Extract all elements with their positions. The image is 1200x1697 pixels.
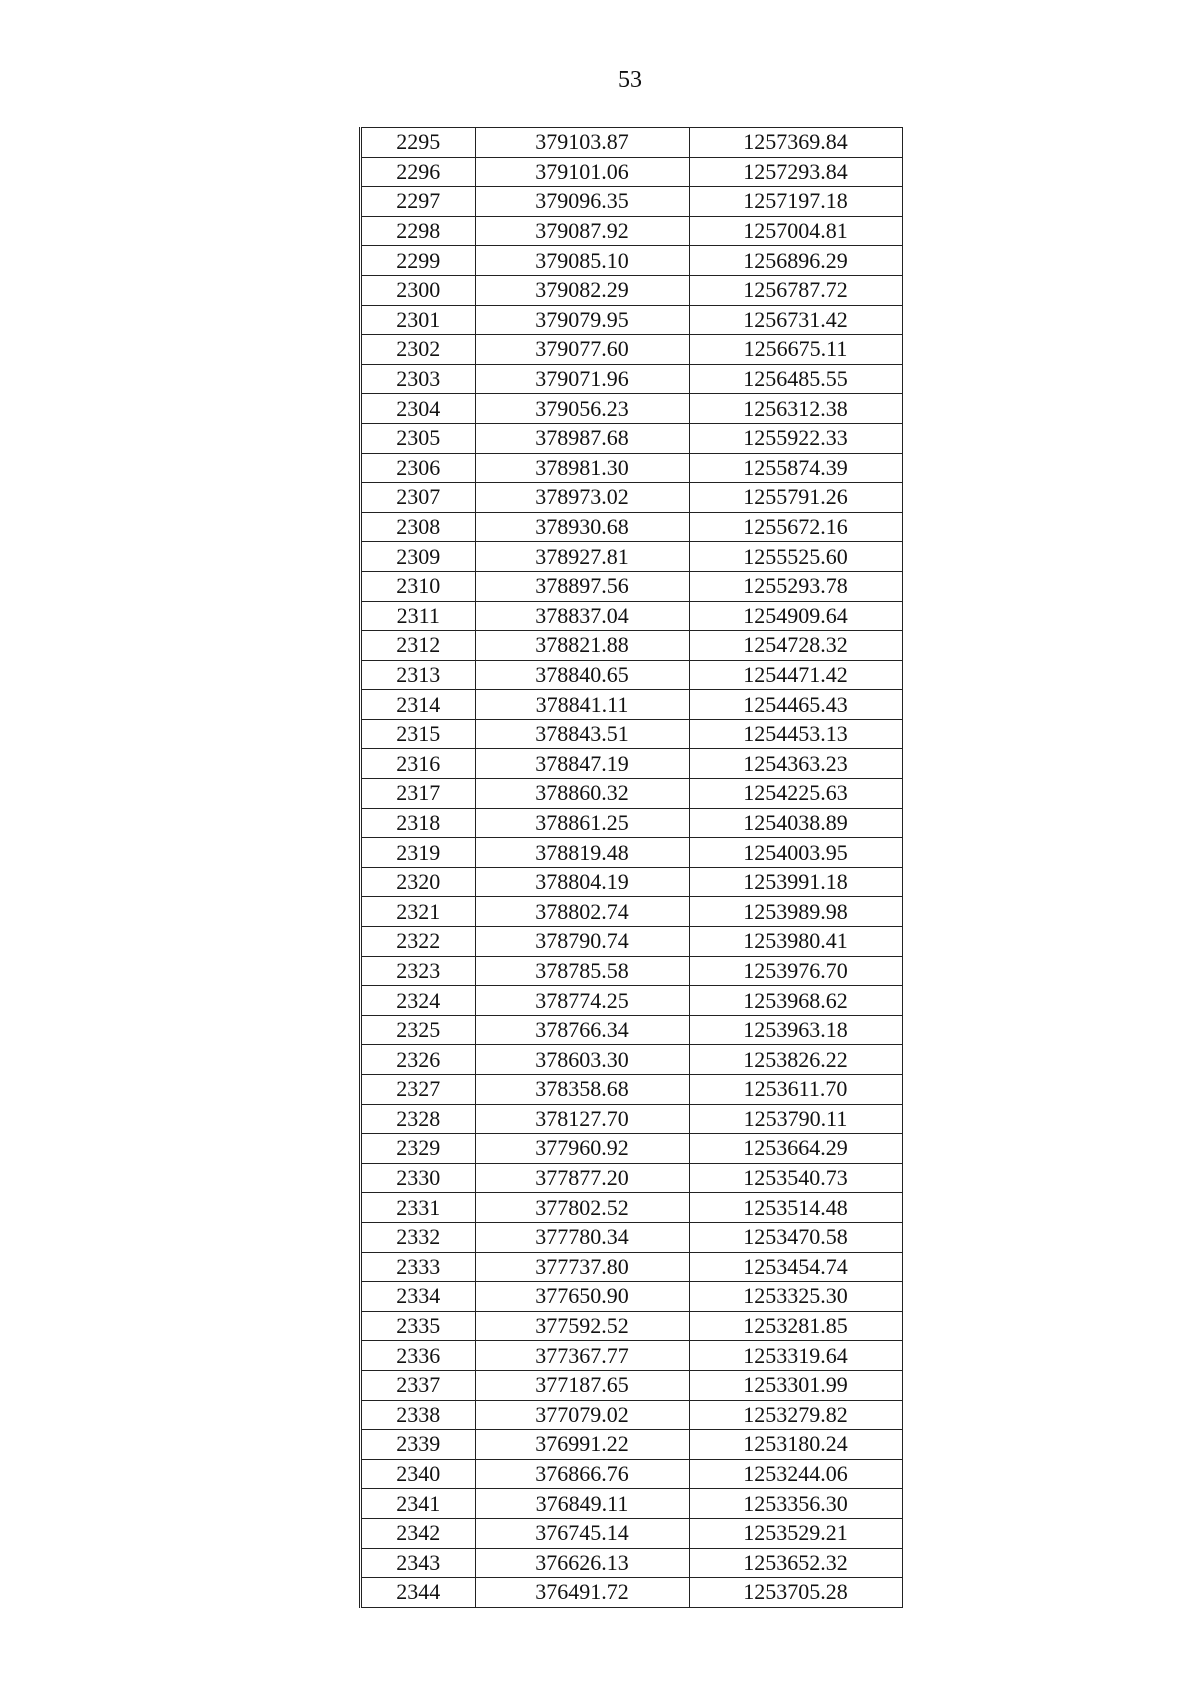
table-row	[362, 364, 902, 394]
point-number-cell: 2309	[362, 542, 475, 572]
table-row	[362, 1075, 902, 1105]
y-coordinate-cell: 1256787.72	[689, 275, 902, 305]
y-coordinate-cell: 1257293.84	[689, 157, 902, 187]
point-number-cell: 2329	[362, 1134, 475, 1164]
page-number: 53	[618, 67, 642, 93]
table-row	[362, 483, 902, 513]
y-coordinate-cell: 1253356.30	[689, 1489, 902, 1519]
x-coordinate-cell: 378821.88	[475, 631, 689, 661]
y-coordinate-cell: 1253514.48	[689, 1193, 902, 1223]
point-number-cell: 2323	[362, 956, 475, 986]
x-coordinate-cell: 378766.34	[475, 1015, 689, 1045]
y-coordinate-cell: 1254471.42	[689, 660, 902, 690]
x-coordinate-cell: 378987.68	[475, 423, 689, 453]
table-row	[362, 1015, 902, 1045]
table-row	[362, 512, 902, 542]
point-number-cell: 2295	[362, 128, 475, 158]
table-row	[362, 927, 902, 957]
table-row	[362, 335, 902, 365]
y-coordinate-cell: 1253664.29	[689, 1134, 902, 1164]
point-number-cell: 2321	[362, 897, 475, 927]
x-coordinate-cell: 378860.32	[475, 779, 689, 809]
x-coordinate-cell: 379082.29	[475, 275, 689, 305]
point-number-cell: 2339	[362, 1430, 475, 1460]
point-number-cell: 2307	[362, 483, 475, 513]
x-coordinate-cell: 377650.90	[475, 1282, 689, 1312]
x-coordinate-cell: 379101.06	[475, 157, 689, 187]
point-number-cell: 2313	[362, 660, 475, 690]
point-number-cell: 2311	[362, 601, 475, 631]
point-number-cell: 2305	[362, 423, 475, 453]
table-row	[362, 216, 902, 246]
point-number-cell: 2327	[362, 1075, 475, 1105]
y-coordinate-cell: 1255922.33	[689, 423, 902, 453]
point-number-cell: 2342	[362, 1518, 475, 1548]
table-row	[362, 1578, 902, 1608]
x-coordinate-cell: 379103.87	[475, 128, 689, 158]
x-coordinate-cell: 376491.72	[475, 1578, 689, 1608]
point-number-cell: 2320	[362, 867, 475, 897]
x-coordinate-cell: 376866.76	[475, 1459, 689, 1489]
table-row	[362, 1370, 902, 1400]
point-number-cell: 2328	[362, 1104, 475, 1134]
point-number-cell: 2334	[362, 1282, 475, 1312]
x-coordinate-cell: 377187.65	[475, 1370, 689, 1400]
x-coordinate-cell: 378837.04	[475, 601, 689, 631]
y-coordinate-cell: 1253279.82	[689, 1400, 902, 1430]
y-coordinate-cell: 1253325.30	[689, 1282, 902, 1312]
coordinates-table	[362, 127, 903, 1608]
table-row	[362, 601, 902, 631]
y-coordinate-cell: 1254909.64	[689, 601, 902, 631]
x-coordinate-cell: 376991.22	[475, 1430, 689, 1460]
x-coordinate-cell: 379085.10	[475, 246, 689, 276]
x-coordinate-cell: 378358.68	[475, 1075, 689, 1105]
table-row	[362, 719, 902, 749]
point-number-cell: 2298	[362, 216, 475, 246]
table-row	[362, 1548, 902, 1578]
y-coordinate-cell: 1255672.16	[689, 512, 902, 542]
point-number-cell: 2299	[362, 246, 475, 276]
y-coordinate-cell: 1256675.11	[689, 335, 902, 365]
y-coordinate-cell: 1253180.24	[689, 1430, 902, 1460]
y-coordinate-cell: 1253281.85	[689, 1311, 902, 1341]
point-number-cell: 2331	[362, 1193, 475, 1223]
y-coordinate-cell: 1254363.23	[689, 749, 902, 779]
table-row	[362, 1518, 902, 1548]
y-coordinate-cell: 1255293.78	[689, 571, 902, 601]
x-coordinate-cell: 378603.30	[475, 1045, 689, 1075]
x-coordinate-cell: 379087.92	[475, 216, 689, 246]
point-number-cell: 2337	[362, 1370, 475, 1400]
table-row	[362, 1489, 902, 1519]
point-number-cell: 2343	[362, 1548, 475, 1578]
x-coordinate-cell: 379071.96	[475, 364, 689, 394]
table-row	[362, 690, 902, 720]
point-number-cell: 2300	[362, 275, 475, 305]
y-coordinate-cell: 1253319.64	[689, 1341, 902, 1371]
table-row	[362, 1163, 902, 1193]
x-coordinate-cell: 377802.52	[475, 1193, 689, 1223]
x-coordinate-cell: 379056.23	[475, 394, 689, 424]
y-coordinate-cell: 1256485.55	[689, 364, 902, 394]
x-coordinate-cell: 379096.35	[475, 187, 689, 217]
point-number-cell: 2317	[362, 779, 475, 809]
y-coordinate-cell: 1253826.22	[689, 1045, 902, 1075]
y-coordinate-cell: 1254453.13	[689, 719, 902, 749]
table-row	[362, 1282, 902, 1312]
table-row	[362, 749, 902, 779]
x-coordinate-cell: 377960.92	[475, 1134, 689, 1164]
y-coordinate-cell: 1254465.43	[689, 690, 902, 720]
point-number-cell: 2324	[362, 986, 475, 1016]
table-row	[362, 187, 902, 217]
point-number-cell: 2315	[362, 719, 475, 749]
point-number-cell: 2314	[362, 690, 475, 720]
table-row	[362, 1104, 902, 1134]
x-coordinate-cell: 379079.95	[475, 305, 689, 335]
point-number-cell: 2308	[362, 512, 475, 542]
y-coordinate-cell: 1253989.98	[689, 897, 902, 927]
x-coordinate-cell: 376849.11	[475, 1489, 689, 1519]
table-row	[362, 1400, 902, 1430]
point-number-cell: 2316	[362, 749, 475, 779]
point-number-cell: 2319	[362, 838, 475, 868]
x-coordinate-cell: 378927.81	[475, 542, 689, 572]
x-coordinate-cell: 378841.11	[475, 690, 689, 720]
table-row	[362, 986, 902, 1016]
y-coordinate-cell: 1257197.18	[689, 187, 902, 217]
table-row	[362, 246, 902, 276]
y-coordinate-cell: 1253980.41	[689, 927, 902, 957]
table-row	[362, 1193, 902, 1223]
point-number-cell: 2297	[362, 187, 475, 217]
x-coordinate-cell: 378847.19	[475, 749, 689, 779]
x-coordinate-cell: 378973.02	[475, 483, 689, 513]
x-coordinate-cell: 376745.14	[475, 1518, 689, 1548]
x-coordinate-cell: 378897.56	[475, 571, 689, 601]
y-coordinate-cell: 1253963.18	[689, 1015, 902, 1045]
x-coordinate-cell: 378819.48	[475, 838, 689, 868]
table-row	[362, 1222, 902, 1252]
point-number-cell: 2335	[362, 1311, 475, 1341]
y-coordinate-cell: 1253611.70	[689, 1075, 902, 1105]
table-row	[362, 1311, 902, 1341]
y-coordinate-cell: 1253991.18	[689, 867, 902, 897]
table-row	[362, 423, 902, 453]
y-coordinate-cell: 1253705.28	[689, 1578, 902, 1608]
point-number-cell: 2301	[362, 305, 475, 335]
x-coordinate-cell: 379077.60	[475, 335, 689, 365]
table-row	[362, 1045, 902, 1075]
point-number-cell: 2296	[362, 157, 475, 187]
point-number-cell: 2330	[362, 1163, 475, 1193]
table-row	[362, 275, 902, 305]
y-coordinate-cell: 1253540.73	[689, 1163, 902, 1193]
x-coordinate-cell: 377367.77	[475, 1341, 689, 1371]
coordinates-table-wrapper	[359, 127, 905, 1608]
x-coordinate-cell: 377592.52	[475, 1311, 689, 1341]
y-coordinate-cell: 1253301.99	[689, 1370, 902, 1400]
y-coordinate-cell: 1256731.42	[689, 305, 902, 335]
x-coordinate-cell: 377780.34	[475, 1222, 689, 1252]
x-coordinate-cell: 378981.30	[475, 453, 689, 483]
point-number-cell: 2344	[362, 1578, 475, 1608]
y-coordinate-cell: 1253454.74	[689, 1252, 902, 1282]
x-coordinate-cell: 377877.20	[475, 1163, 689, 1193]
x-coordinate-cell: 378774.25	[475, 986, 689, 1016]
point-number-cell: 2325	[362, 1015, 475, 1045]
y-coordinate-cell: 1257004.81	[689, 216, 902, 246]
table-row	[362, 779, 902, 809]
y-coordinate-cell: 1256896.29	[689, 246, 902, 276]
table-row	[362, 631, 902, 661]
point-number-cell: 2306	[362, 453, 475, 483]
y-coordinate-cell: 1253529.21	[689, 1518, 902, 1548]
table-row	[362, 1459, 902, 1489]
table-row	[362, 128, 902, 158]
table-row	[362, 867, 902, 897]
point-number-cell: 2312	[362, 631, 475, 661]
point-number-cell: 2322	[362, 927, 475, 957]
y-coordinate-cell: 1253790.11	[689, 1104, 902, 1134]
x-coordinate-cell: 378127.70	[475, 1104, 689, 1134]
x-coordinate-cell: 378804.19	[475, 867, 689, 897]
point-number-cell: 2302	[362, 335, 475, 365]
y-coordinate-cell: 1255874.39	[689, 453, 902, 483]
point-number-cell: 2326	[362, 1045, 475, 1075]
y-coordinate-cell: 1257369.84	[689, 128, 902, 158]
y-coordinate-cell: 1253652.32	[689, 1548, 902, 1578]
point-number-cell: 2341	[362, 1489, 475, 1519]
point-number-cell: 2336	[362, 1341, 475, 1371]
point-number-cell: 2310	[362, 571, 475, 601]
y-coordinate-cell: 1253470.58	[689, 1222, 902, 1252]
x-coordinate-cell: 378930.68	[475, 512, 689, 542]
point-number-cell: 2333	[362, 1252, 475, 1282]
table-row	[362, 157, 902, 187]
point-number-cell: 2338	[362, 1400, 475, 1430]
table-row	[362, 1252, 902, 1282]
x-coordinate-cell: 378861.25	[475, 808, 689, 838]
x-coordinate-cell: 378785.58	[475, 956, 689, 986]
point-number-cell: 2303	[362, 364, 475, 394]
table-row	[362, 897, 902, 927]
point-number-cell: 2332	[362, 1222, 475, 1252]
x-coordinate-cell: 377737.80	[475, 1252, 689, 1282]
table-row	[362, 394, 902, 424]
table-row	[362, 571, 902, 601]
y-coordinate-cell: 1253244.06	[689, 1459, 902, 1489]
y-coordinate-cell: 1255791.26	[689, 483, 902, 513]
table-row	[362, 956, 902, 986]
y-coordinate-cell: 1253976.70	[689, 956, 902, 986]
x-coordinate-cell: 377079.02	[475, 1400, 689, 1430]
table-row	[362, 542, 902, 572]
point-number-cell: 2340	[362, 1459, 475, 1489]
table-row	[362, 305, 902, 335]
x-coordinate-cell: 378802.74	[475, 897, 689, 927]
table-row	[362, 1134, 902, 1164]
point-number-cell: 2318	[362, 808, 475, 838]
coordinates-table-body	[362, 128, 902, 1608]
table-row	[362, 453, 902, 483]
x-coordinate-cell: 378790.74	[475, 927, 689, 957]
table-row	[362, 808, 902, 838]
table-row	[362, 1430, 902, 1460]
x-coordinate-cell: 378840.65	[475, 660, 689, 690]
table-row	[362, 1341, 902, 1371]
y-coordinate-cell: 1253968.62	[689, 986, 902, 1016]
y-coordinate-cell: 1255525.60	[689, 542, 902, 572]
y-coordinate-cell: 1254003.95	[689, 838, 902, 868]
x-coordinate-cell: 376626.13	[475, 1548, 689, 1578]
table-row	[362, 838, 902, 868]
y-coordinate-cell: 1254728.32	[689, 631, 902, 661]
y-coordinate-cell: 1254225.63	[689, 779, 902, 809]
x-coordinate-cell: 378843.51	[475, 719, 689, 749]
table-row	[362, 660, 902, 690]
y-coordinate-cell: 1256312.38	[689, 394, 902, 424]
y-coordinate-cell: 1254038.89	[689, 808, 902, 838]
point-number-cell: 2304	[362, 394, 475, 424]
